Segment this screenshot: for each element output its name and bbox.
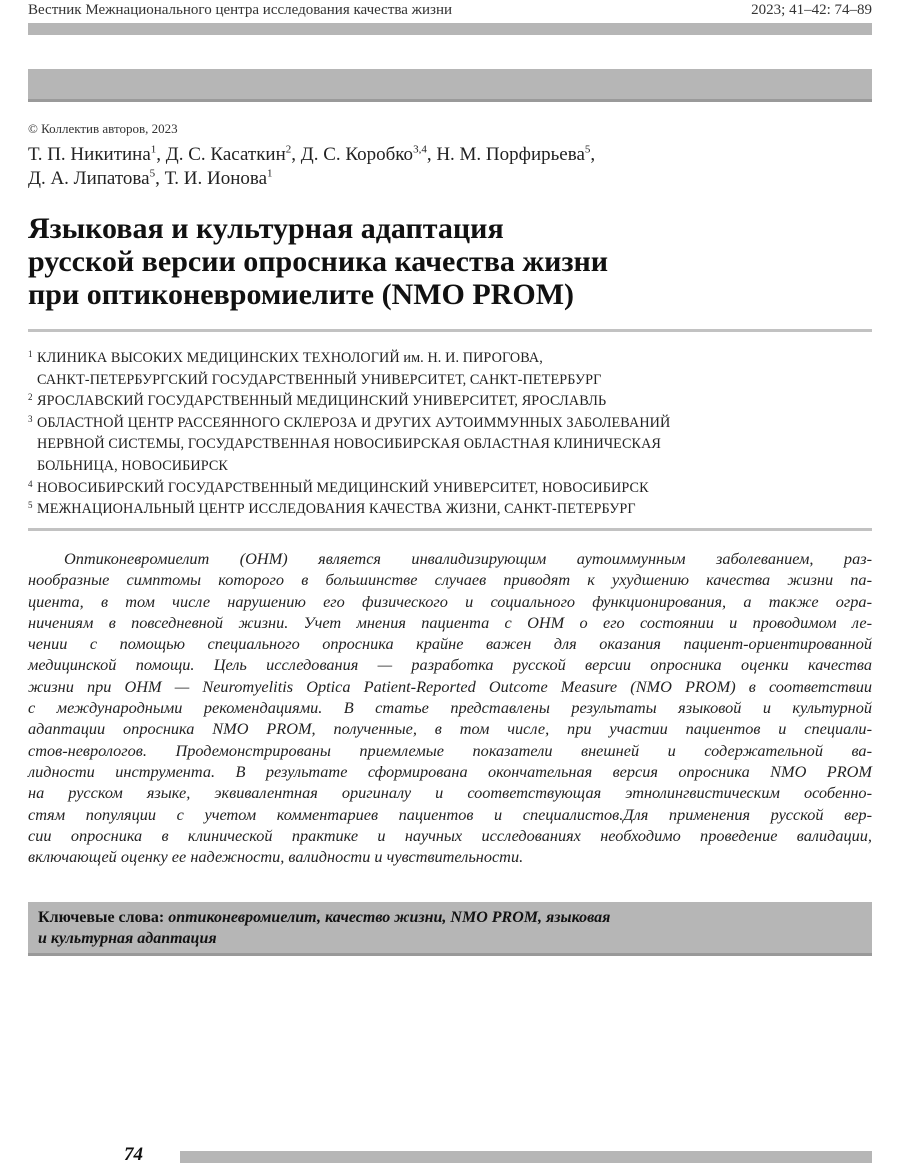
issue-info: 2023; 41–42: 74–89 [751,2,872,18]
author: Т. П. Никитина [28,144,151,165]
affiliation [28,391,868,413]
author-separator: , [590,144,596,165]
keywords-label: Ключевые слова: [38,909,165,926]
abstract-line: медицинской помощи. Цель исследования — разработка русской версии опросника оценки качества [28,655,872,675]
abstract [28,548,872,867]
abstract-line: чении с помощью специального опросника крайне важен для оказания пациент-ориентированной [28,634,872,654]
keywords-text [38,907,838,949]
footer-bar [180,1151,872,1163]
abstract-line: циента, в том числе нарушению его физического и социального функционирования, а также огра- [28,591,872,611]
header-bar [28,23,872,35]
affiliation-number: 4 [28,478,33,489]
author: Н. М. Порфирьева [436,144,585,165]
abstract-line: нообразные симптомы которого в большинстве случаев приводят к ухудшению качества жизни па- [28,570,872,590]
author-affiliation-ref: 5 [584,143,591,156]
affiliation [28,478,868,500]
running-header [28,2,872,22]
page-number: 74 [124,1144,143,1165]
affiliation-number: 1 [28,349,33,359]
affiliation-line: БОЛЬНИЦА, НОВОСИБИРСК [37,457,228,474]
section-band-rule [28,99,872,102]
journal-name: Вестник Межнационального центра исследования качества жизни [28,2,453,18]
affiliation [28,499,868,521]
affiliation [28,348,868,391]
abstract-line: стов-неврологов. Продемонстрированы приемлемые показатели внешней и содержательной ва- [28,740,872,760]
abstract-line: Оптиконевромиелит (ОНМ) является инвалидизирующим аутоиммунным заболеванием, раз- [64,549,872,568]
abstract-line: с международными рекомендациями. В статье представлены результаты языковой и культурной [28,698,872,718]
keywords-list: оптиконевромиелит, качество жизни, NMO PROM, языковая [168,909,611,926]
affiliation-line: МЕЖНАЦИОНАЛЬНЫЙ ЦЕНТР ИССЛЕДОВАНИЯ КАЧЕСТВА ЖИЗНИ, САНКТ-ПЕТЕРБУРГ [37,501,636,518]
affiliation-number: 3 [28,413,33,424]
author-separator: , [291,144,301,165]
affiliation-number: 2 [28,392,33,403]
author-separator: , [156,144,166,165]
divider [28,528,872,531]
author-separator: , [155,168,165,189]
author-affiliation-ref: 5 [149,167,156,180]
abstract-line: жизни при ОНМ — Neuromyelitis Optica Patient-Reported Outcome Measure (NMO PROM) в соответствии [28,676,872,696]
affiliation-number: 5 [28,500,33,511]
affiliation-line: КЛИНИКА ВЫСОКИХ МЕДИЦИНСКИХ ТЕХНОЛОГИЙ им. Н. И. ПИРОГОВА, [37,350,543,366]
copyright-line: © Коллектив авторов, 2023 [28,121,178,136]
abstract-line: стям популяции с учетом комментариев пациентов и специалистов.Для применения русской вер- [28,804,872,824]
affiliation-line: ОБЛАСТНОЙ ЦЕНТР РАССЕЯННОГО СКЛЕРОЗА И ДРУГИХ АУТОИММУННЫХ ЗАБОЛЕВАНИЙ [37,414,671,431]
abstract-line: сии опросника в клинической практике и научных исследованиях необходимо проведение валидации, [28,825,872,845]
affiliation-line: САНКТ-ПЕТЕРБУРГСКИЙ ГОСУДАРСТВЕННЫЙ УНИВЕРСИТЕТ, САНКТ-ПЕТЕРБУРГ [37,371,602,388]
abstract-line: на русском языке, эквивалентная оригиналу и соответствующая этнолингвистическим особенно- [28,783,872,803]
section-band [28,69,872,99]
author: Д. С. Коробко [300,144,414,165]
author-separator: , [426,144,437,165]
keywords-list-continued: и культурная адаптация [38,930,217,947]
author: Д. С. Касаткин [165,144,286,165]
author-affiliation-ref: 3,4 [413,143,427,156]
author-affiliation-ref: 2 [285,143,292,156]
author-list [28,143,748,191]
affiliation [28,413,868,478]
affiliation-line: НЕРВНОЙ СИСТЕМЫ, ГОСУДАРСТВЕННАЯ НОВОСИБИРСКАЯ ОБЛАСТНАЯ КЛИНИЧЕСКАЯ [37,436,661,453]
abstract-line: ничениям в повседневной жизни. Учет мнения пациента с ОНМ о его состоянии и проводимом ле- [28,612,872,632]
author: Т. И. Ионова [164,168,268,189]
divider [28,329,872,332]
keywords-box [28,902,872,956]
affiliation-line: НОВОСИБИРСКИЙ ГОСУДАРСТВЕННЫЙ МЕДИЦИНСКИЙ УНИВЕРСИТЕТ, НОВОСИБИРСК [37,479,649,496]
title-line: русской версии опросника качества жизни [28,245,609,278]
author-affiliation-ref: 1 [150,143,157,156]
title-line: Языковая и культурная адаптация [28,212,504,245]
abstract-line: включающей оценку ее надежности, валидности и чувствительности. [28,847,524,867]
author: Д. А. Липатова [28,168,150,189]
abstract-line: адаптации опросника NMO PROM, полученные, в том числе, при участии пациентов и специали- [28,719,872,739]
affiliation-line: ЯРОСЛАВСКИЙ ГОСУДАРСТВЕННЫЙ МЕДИЦИНСКИЙ УНИВЕРСИТЕТ, ЯРОСЛАВЛЬ [37,393,607,410]
abstract-line: лидности инструмента. В результате сформирована окончательная версия опросника NMO PROM [28,761,872,781]
title-line: при оптиконевромиелите (NMO PROM) [28,278,575,311]
affiliations-list [28,348,868,521]
author-affiliation-ref: 1 [267,167,273,180]
article-title [28,212,828,311]
